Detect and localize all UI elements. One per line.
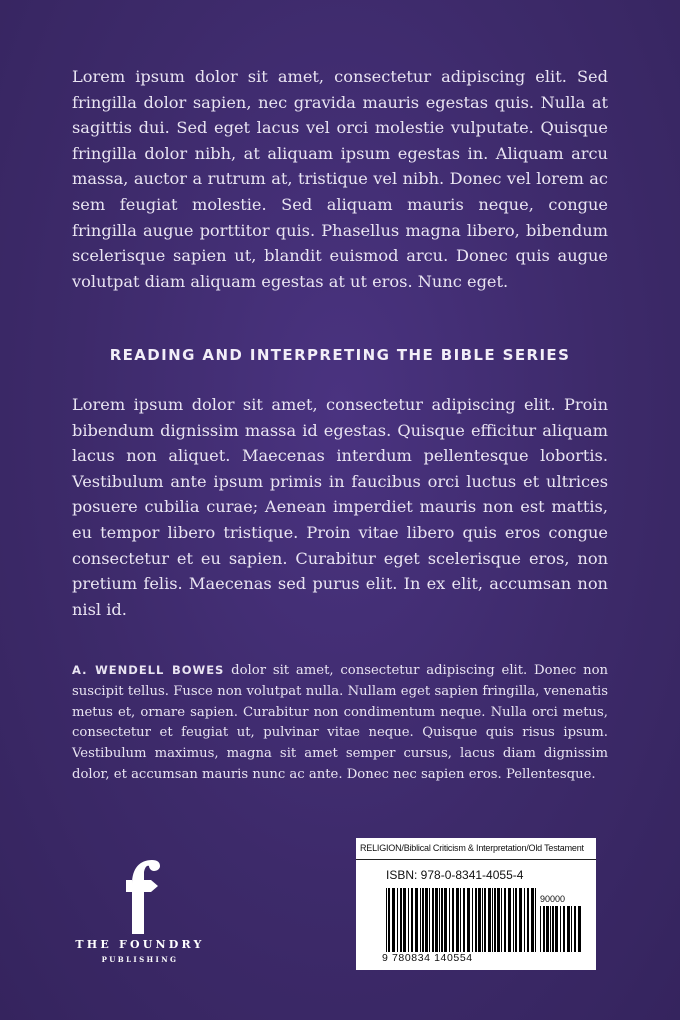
barcode-bar (439, 888, 440, 952)
barcode-bar (475, 888, 477, 952)
barcode-bar (531, 888, 534, 952)
barcode-bar (449, 888, 450, 952)
barcode-bar (397, 888, 398, 952)
barcode-bar (567, 906, 570, 952)
barcode-bar (415, 888, 418, 952)
barcode-icon (356, 838, 596, 970)
barcode-bar (527, 888, 529, 952)
isbn-text: ISBN: 978-0-8341-4055-4 (386, 868, 524, 882)
author-name: A. WENDELL BOWES (72, 663, 225, 677)
barcode-bar (519, 888, 522, 952)
author-bio (72, 660, 608, 786)
barcode-bar (515, 888, 517, 952)
barcode-bar (392, 888, 395, 952)
barcode-bar (524, 888, 525, 952)
barcode-bar (432, 888, 434, 952)
barcode-bar (497, 888, 500, 952)
barcode-bar (563, 906, 565, 952)
barcode-bar (408, 888, 409, 952)
barcode-bar (488, 888, 491, 952)
foundry-f-icon (118, 858, 162, 934)
barcode-bar (504, 888, 506, 952)
barcode-bar (422, 888, 424, 952)
publisher-name: THE FOUNDRY (75, 938, 205, 951)
barcode-bar (456, 888, 459, 952)
barcode-bar (460, 888, 461, 952)
barcode-bar (560, 906, 561, 952)
publisher-logo (70, 858, 210, 968)
publisher-sub: PUBLISHING (101, 955, 179, 964)
barcode-bar (429, 888, 430, 952)
barcode-bar (441, 888, 443, 952)
barcode-bar (555, 906, 558, 952)
barcode-bar (578, 906, 581, 952)
barcode-bar (420, 888, 421, 952)
barcode-bar (552, 906, 554, 952)
barcode-bar (472, 888, 473, 952)
barcode-bar (571, 906, 572, 952)
barcode-bar (494, 888, 496, 952)
barcode-bar (467, 888, 470, 952)
price-code: 90000 (540, 894, 566, 904)
barcode-bar (484, 888, 486, 952)
barcode-bar (400, 888, 402, 952)
barcode-bar (478, 888, 481, 952)
bisac-category: RELIGION/Biblical Criticism & Interpretation/Old Testament (360, 843, 584, 853)
barcode-bar (444, 888, 447, 952)
barcode-digits: 9 780834 140554 (382, 952, 473, 964)
barcode-bar (411, 888, 413, 952)
barcode-bar (435, 888, 438, 952)
barcode-bar (452, 888, 454, 952)
barcode-bar (513, 888, 514, 952)
barcode-bar (543, 906, 545, 952)
barcode-bar (540, 906, 541, 952)
barcode-bar (508, 888, 511, 952)
barcode-bar (388, 888, 390, 952)
barcode-bar (535, 888, 536, 952)
barcode-bar (492, 888, 493, 952)
barcode-label (356, 838, 596, 970)
intro-paragraph: Lorem ipsum dolor sit amet, consectetur adipiscing elit. Sed fringilla dolor sapien, nec gravida mauris egestas quis. Nulla at sagittis dui. Sed eget lacus vel orci molestie vulputate. Quisque fringilla dolor nibh, at aliquam ipsum egestas in. Aliquam arcu massa, auctor a rutrum at, tristique vel nibh. Donec vel lorem ac sem feugiat molestie. Sed aliquam mauris neque, congue fringilla augue porttitor quis. Phasellus magna libero, bibendum scelerisque sapien ut, blandit euismod arcu. Donec quis augue volutpat diam aliquam egestas at ut eros. Nunc eget. (72, 67, 608, 291)
barcode-bar (386, 888, 387, 952)
barcode-bar (482, 888, 483, 952)
barcode-bar (463, 888, 465, 952)
barcode-bar (403, 888, 406, 952)
barcode-bar (425, 888, 428, 952)
barcode-bar (574, 906, 576, 952)
series-paragraph: Lorem ipsum dolor sit amet, consectetur adipiscing elit. Proin bibendum dignissim massa id egestas. Quisque efficitur aliquam lacus non aliquet. Maecenas interdum pellentesque lobortis. Vestibulum ante ipsum primis in faucibus orci luctus et ultrices posuere cubilia curae; Aenean imperdiet mauris non est mattis, eu tempor libero tristique. Proin vitae libero quis eros congue consectetur et eu sapien. Curabitur eget scelerisque eros, non pretium felis. Maecenas sed purus elit. In ex elit, accumsan non nisl id. (72, 395, 608, 619)
barcode-bar (546, 906, 549, 952)
barcode-bar (550, 906, 551, 952)
barcode-bar (501, 888, 502, 952)
series-heading: READING AND INTERPRETING THE BIBLE SERIES (109, 346, 571, 364)
author-bio-text: dolor sit amet, consectetur adipiscing elit. Donec non suscipit tellus. Fusce non volutpat nulla. Nullam eget sapien fringilla, venenatis metus et, ornare sapien. Curabitur non condimentum neque. Nulla orci metus, consectetur et feugiat ut, pulvinar vitae neque. Quisque quis risus ipsum. Vestibulum maximus, magna sit amet semper cursus, lacus diam dignissim dolor, et accumsan mauris nunc ac ante. Donec nec sapien eros. Pellentesque. (72, 663, 608, 782)
